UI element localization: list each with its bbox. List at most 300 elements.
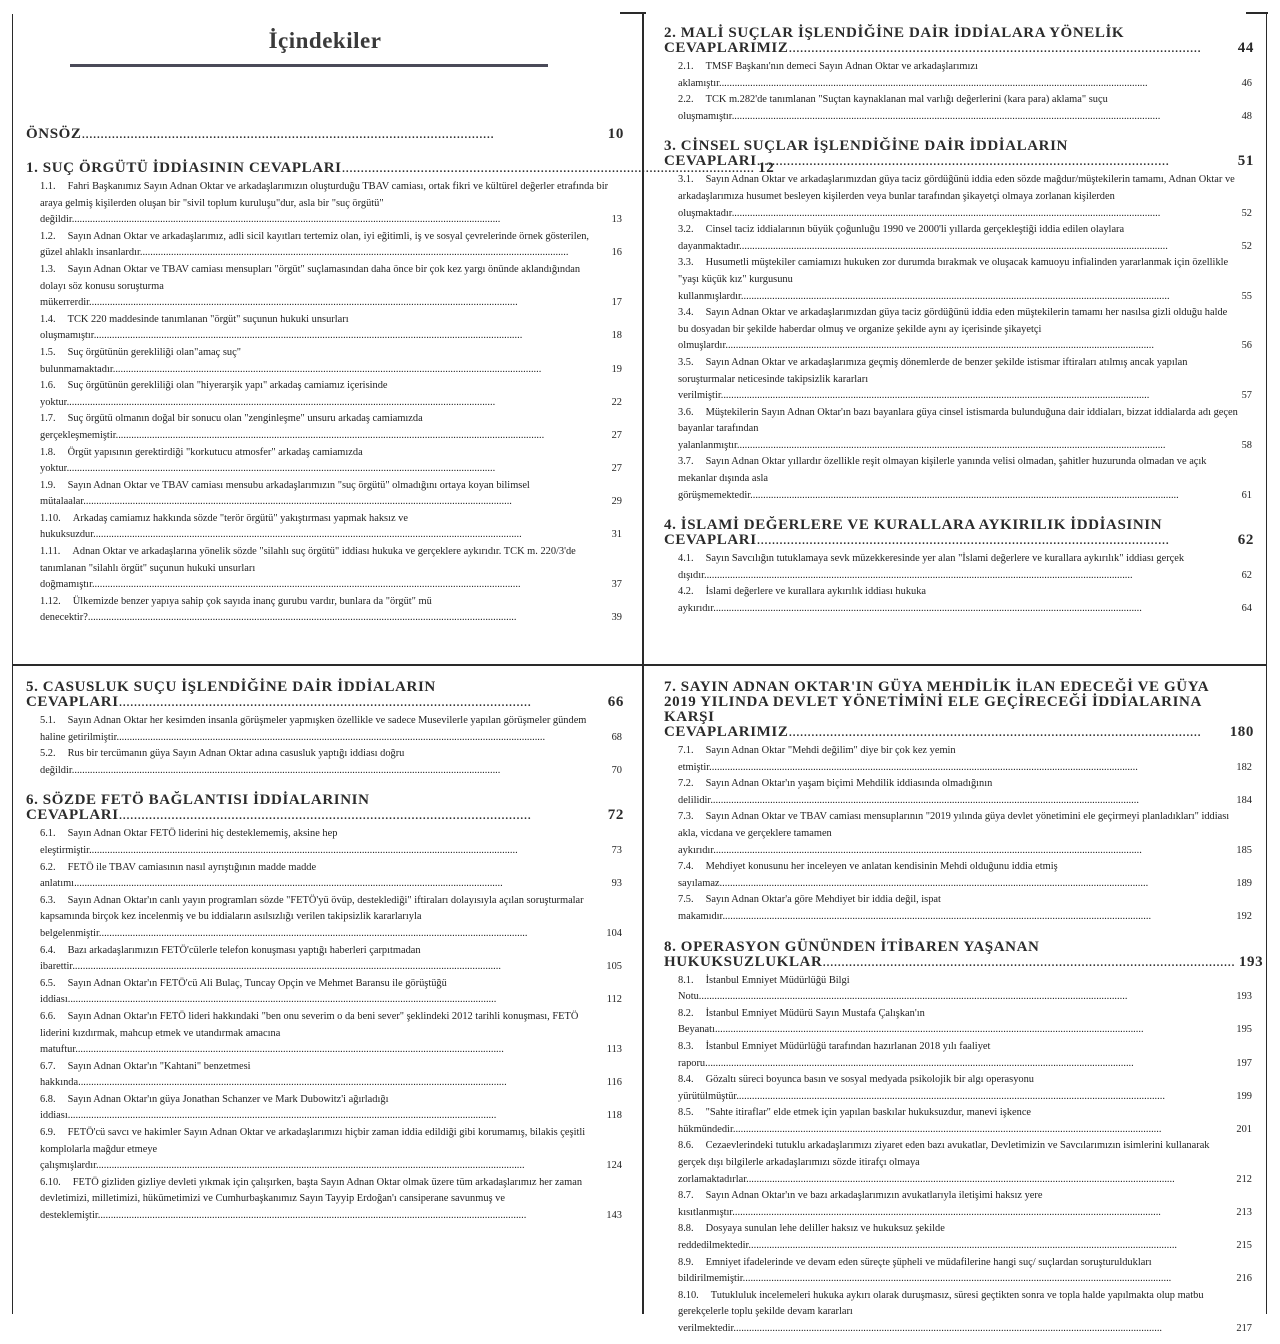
frame-corner-mark-left (620, 12, 646, 14)
toc-entry[interactable] (40, 1175, 622, 1225)
entry-number: 7.1. (678, 745, 694, 756)
toc-entry[interactable] (678, 892, 1252, 925)
chapter-title: 3. CİNSEL SUÇLAR İŞLENDİĞİNE DAİR İDDİALARIN CEVAPLARI (664, 138, 1068, 170)
entry-number: 2.1. (678, 61, 694, 72)
entry-number: 3.2. (678, 224, 694, 236)
toc-entry[interactable] (40, 943, 622, 976)
page-number: 112 (606, 994, 622, 1006)
dot-leader (99, 928, 528, 939)
entry-text: Bazı arkadaşlarımızın FETÖ'cülerle telefon konuşması yaptığı haberleri çarpıtmadan ibarettir (40, 944, 421, 973)
page-number: 143 (606, 1210, 622, 1222)
entry-number: 6.10. (40, 1176, 61, 1188)
entry-number: 7.3. (678, 811, 694, 823)
entry-text: Suç örgütü olmanın doğal bir sonucu olan "zenginleşme" unsuru arkadaş camiamızda gerçekleşmemiştir (40, 413, 423, 441)
dot-leader (715, 1024, 1144, 1035)
entry-number: 8.8. (678, 1223, 694, 1235)
toc-entry[interactable] (40, 1092, 622, 1125)
page-number: 104 (606, 927, 622, 939)
toc-entry[interactable] (40, 976, 622, 1009)
entry-text: Müştekilerin Sayın Adnan Oktar'ın bazı bayanlara güya cinsel istismarda bulunduğuna dair iddiaları, bizzat iddialarda adı geçen bayanlar tarafından yalanlanmıştır (678, 406, 1238, 451)
entry-number: 8.10. (678, 1289, 699, 1301)
entry-text: Sayın Savcılığın tutuklamaya sevk müzekkeresinde yer alan "İslami değerlere ve kurallara aykırılık" iddiası gerçek dışıdır (678, 553, 1185, 581)
dot-leader (699, 991, 1128, 1002)
entry-text: Sayın Adnan Oktar ve TBAV camiası mensupları "örgüt" suçlamasından daha önce bir çok kez yargı önünde aklandığından dolayı söz konusu soruşturma mükerrerdir (40, 263, 581, 309)
entry-number: 8.6. (678, 1140, 694, 1152)
toc-entry[interactable] (678, 1221, 1252, 1254)
toc-entry[interactable] (40, 179, 622, 229)
toc-entry[interactable] (678, 1255, 1252, 1288)
toc-entry[interactable] (678, 305, 1252, 355)
entry-number: 2.2. (678, 94, 694, 106)
toc-page-2 (660, 18, 1258, 660)
toc-entry[interactable] (678, 743, 1252, 776)
page-number: 10 (607, 126, 624, 142)
frame-middle-divider (12, 664, 1267, 666)
toc-entry[interactable] (678, 92, 1252, 125)
entry-number: 6.5. (40, 977, 56, 989)
entry-number: 8.9. (678, 1256, 694, 1268)
toc-entry[interactable] (678, 551, 1252, 584)
chapter-heading[interactable] (664, 938, 1264, 970)
entry-number: 3.6. (678, 406, 694, 418)
dot-leader (732, 1207, 1161, 1218)
page-number: 31 (611, 529, 622, 541)
dot-leader (720, 878, 1149, 889)
toc-entry[interactable] (40, 1009, 622, 1059)
entry-text: FETÖ'cü savcı ve hakimler Sayın Adnan Oktar ve arkadaşlarımızı hiçbir zaman iddia edildiği gibi korumamış, bilakis çeşitli komplolarla mağdur etmeye çalışmışlardır (40, 1127, 586, 1172)
dot-leader (757, 153, 1170, 169)
dot-leader (750, 490, 1179, 501)
page-number: 195 (1236, 1024, 1252, 1036)
toc-entry[interactable] (678, 405, 1252, 455)
entry-text: Cezaevlerindeki tutuklu arkadaşlarımızı ziyaret eden bazı avukatlar, Devletimizin ve Savcılarımızın isimlerini kullanarak gerçek dışı bilgilerle arkadaşlarımızı sözde itirafçı olmaya zorlamaktadırlar (678, 1140, 1210, 1185)
page-number: 113 (606, 1044, 622, 1056)
dot-leader (713, 845, 1142, 856)
entry-text: Sayın Adnan Oktar "Mehdi değilim" diye bir çok kez yemin etmiştir (678, 745, 956, 773)
dot-leader (739, 241, 1168, 252)
dot-leader (67, 463, 496, 474)
page-number: 216 (1236, 1273, 1252, 1285)
toc-entry[interactable] (40, 378, 622, 411)
chapter-heading[interactable] (664, 680, 1254, 740)
entry-text: TCK m.282'de tanımlanan "Suçtan kaynaklanan mal varlığı değerlerini (kara para) aklama" suçu oluşmamıştır (678, 94, 1108, 122)
entry-number: 1.7. (40, 413, 56, 425)
toc-entry[interactable] (40, 262, 622, 312)
toc-entry[interactable] (40, 746, 622, 779)
chapter-title: 8. OPERASYON GÜNÜNDEN İTİBAREN YAŞANAN HUKUKSUZLUKLAR (664, 938, 1040, 970)
chapter-title: 4. İSLAMİ DEĞERLERE VE KURALLARA AYKIRILIK İDDİASININ CEVAPLARI (664, 517, 1163, 549)
entry-text: Sayın Adnan Oktar'ın FETÖ'cü Ali Bulaç, Tuncay Opçin ve Mehmet Baransu ile görüştüğü iddiası (40, 977, 447, 1006)
toc-entry-list (678, 551, 1252, 617)
chapter-title: 7. SAYIN ADNAN OKTAR'IN GÜYA MEHDİLİK İLAN EDECEĞİ VE GÜYA 2019 YILINDA DEVLET YÖNETİMİNİ ELE GEÇİRECEĞİ İDDİALARINA KARŞI CEVAPLARIMIZ (664, 679, 1209, 740)
page-number: 185 (1236, 844, 1252, 856)
entry-number: 1.11. (40, 546, 61, 558)
entry-text: Sayın Adnan Oktar ve arkadaşlarımızdan güya taciz gördüğünü iddia eden sözde mağdur/müştekilerin tamamı, Adnan Oktar ve arkadaşlarımıza husumet besleyen kişilerden veya bunlar tarafından şikayetçi olmaya zorlanan kişilerden oluşmaktadır (678, 174, 1235, 219)
entry-number: 5.1. (40, 715, 56, 726)
page-number: 193 (1238, 953, 1264, 970)
page-number: 56 (1241, 340, 1252, 352)
page-number: 19 (611, 363, 622, 375)
entry-number: 5.2. (40, 748, 56, 760)
toc-entry[interactable] (678, 809, 1252, 859)
page-number: 184 (1236, 794, 1252, 806)
chapter-heading[interactable] (26, 680, 624, 710)
dot-leader (72, 765, 501, 776)
chapter-title: 5. CASUSLUK SUÇU İŞLENDİĞİNE DAİR İDDİALARIN CEVAPLARI (26, 679, 436, 710)
toc-entry[interactable] (678, 776, 1252, 809)
toc-entry[interactable] (678, 172, 1252, 222)
toc-entry-list (678, 59, 1252, 125)
entry-text: Sayın Adnan Oktar her kesimden insanla görüşmeler yapmışken özellikle ve sadece Musevilerle yapılan görüşmeler gündem haline getirilmiştir (40, 715, 587, 743)
dot-leader (704, 570, 1133, 581)
toc-entry[interactable] (40, 893, 622, 943)
toc-entry-list (40, 179, 622, 627)
entry-number: 8.1. (678, 974, 694, 986)
dot-leader (788, 724, 1201, 740)
dot-leader (748, 1240, 1177, 1251)
entry-text: Sayın Adnan Oktar ve TBAV camiası mensuplarının "2019 yılında güya devlet yönetimini ele geçirmeyi planladıkları" iddiası akla, vicdana ve gerçeklere tamamen aykırıdır (678, 811, 1230, 856)
page-number: 37 (611, 579, 622, 591)
page-number: 182 (1236, 761, 1252, 773)
entry-number: 6.9. (40, 1127, 56, 1139)
spacer (22, 67, 628, 119)
dot-leader (72, 214, 501, 225)
page-number: 64 (1241, 603, 1252, 615)
dot-leader (74, 878, 503, 889)
dot-leader (89, 845, 518, 856)
toc-entry-list (678, 172, 1252, 504)
entry-text: Husumetli müştekiler camiamızı hukuken zor durumda bırakmak ve oluşacak kamuoyu infialinden yararlanmak için özellikle "yaşı küçük kız" kurgusunu kullanmışlardır (678, 257, 1229, 302)
dot-leader (93, 529, 522, 540)
page-number: 61 (1241, 489, 1252, 501)
entry-number: 1.4. (40, 313, 56, 325)
page-number: 116 (606, 1077, 622, 1089)
dot-leader (94, 330, 523, 341)
page-number: 192 (1236, 910, 1252, 922)
page-number: 72 (607, 807, 624, 824)
toc-entry-list (40, 713, 622, 779)
toc-entry[interactable] (678, 1105, 1252, 1138)
toc-entry-list (678, 973, 1252, 1338)
toc-entry-list (678, 743, 1252, 926)
dot-leader (116, 430, 545, 441)
toc-entry[interactable] (678, 454, 1252, 504)
entry-text: Sayın Adnan Oktar'ın yaşam biçimi Mehdilik iddiasında olmadığının delilidir (678, 778, 993, 806)
entry-number: 6.8. (40, 1093, 56, 1105)
dot-leader (743, 1273, 1172, 1284)
toc-entry-onsoz[interactable] (26, 127, 624, 142)
chapter-title: ÖNSÖZ (26, 126, 82, 142)
page-number: 199 (1236, 1090, 1252, 1102)
entry-number: 1.1. (40, 181, 56, 192)
entry-text: İslami değerlere ve kurallara aykırılık iddiası hukuka aykırıdır (678, 586, 927, 615)
toc-entry[interactable] (678, 1039, 1252, 1072)
dot-leader (736, 1091, 1165, 1102)
toc-entry[interactable] (40, 345, 622, 378)
toc-entry[interactable] (40, 411, 622, 444)
entry-text: Arkadaş camiamız hakkında sözde "terör örgütü" yakıştırması yapmak haksız ve hukuksuzdur (40, 512, 408, 541)
dot-leader (733, 1124, 1162, 1135)
dot-leader (705, 1058, 1134, 1069)
entry-text: Sayın Adnan Oktar FETÖ liderini hiç desteklememiş, aksine hep eleştirmiştir (40, 828, 338, 856)
dot-leader (119, 694, 532, 710)
entry-number: 3.5. (678, 356, 694, 368)
entry-text: Ülkemizde benzer yapıya sahip çok sayıda inanç gurubu vardır, bunlara da "örgüt" mü denecektir? (40, 595, 432, 624)
dot-leader (757, 532, 1170, 548)
dot-leader (98, 1210, 527, 1221)
page-number: 73 (611, 844, 622, 856)
dot-leader (710, 795, 1139, 806)
toc-entry[interactable] (40, 826, 622, 859)
dot-leader (88, 612, 517, 623)
entry-number: 8.3. (678, 1040, 694, 1052)
page-number: 55 (1241, 290, 1252, 302)
dot-leader (68, 994, 497, 1005)
dot-leader (96, 1160, 525, 1171)
toc-entry[interactable] (40, 312, 622, 345)
entry-number: 6.1. (40, 828, 56, 840)
page-number: 105 (606, 961, 622, 973)
chapter-heading[interactable] (26, 160, 775, 176)
entry-text: Sayın Adnan Oktar'a göre Mehdiyet bir iddia değil, ispat makamıdır (678, 894, 941, 922)
toc-entry[interactable] (678, 1188, 1252, 1221)
page-number: 124 (606, 1160, 622, 1172)
dot-leader (89, 297, 518, 308)
toc-heading: İçindekiler (268, 28, 382, 53)
entry-text: Sayın Adnan Oktar ve arkadaşlarımızdan güya taciz gördüğünü iddia eden müştekilerin tamamı her nasılsa gizli olduğu halde bu dosyadan bir şekilde haberdar olmuş ve organize şekilde aynı ay içerisinde şikayetçi olmuşlardır (678, 307, 1228, 352)
toc-page-4 (660, 672, 1264, 1334)
dot-leader (119, 807, 532, 823)
page-number: 29 (611, 496, 622, 508)
entry-number: 6.6. (40, 1010, 56, 1022)
page-number: 44 (1237, 40, 1254, 56)
toc-entry[interactable] (678, 973, 1252, 1006)
dot-leader (732, 208, 1161, 219)
toc-entry[interactable] (40, 713, 622, 746)
page-number: 18 (611, 330, 622, 342)
toc-entry[interactable] (678, 859, 1252, 892)
page-number: 13 (611, 214, 622, 226)
dot-leader (709, 762, 1138, 773)
entry-text: Rus bir tercümanın güya Sayın Adnan Oktar adına casusluk yaptığı iddiası doğru değildir (40, 748, 405, 776)
dot-leader (725, 340, 1154, 351)
page-number: 66 (607, 694, 624, 710)
chapter-heading[interactable] (664, 139, 1254, 169)
entry-text: Sayın Adnan Oktar'ın ve bazı arkadaşlarımızın avukatlarıyla iletişimi haksız yere kısıtlanmıştır (678, 1190, 1043, 1218)
toc-entry[interactable] (40, 594, 622, 627)
entry-text: Suç örgütünün gerekliliği olan "hiyerarşik yapı" arkadaş camiamız içerisinde yoktur (40, 380, 388, 408)
entry-number: 1.9. (40, 479, 56, 491)
entry-text: İstanbul Emniyet Müdürü Sayın Mustafa Çalışkan'ın Beyanatı (678, 1007, 925, 1036)
page-number: 118 (606, 1110, 622, 1122)
toc-entry[interactable] (40, 1059, 622, 1092)
dot-leader (78, 1077, 507, 1088)
entry-text: Sayın Adnan Oktar'ın FETÖ lideri hakkındaki "ben onu severim o da beni sever" şeklindeki 2012 tarihli konuşması, FETÖ liderini kızdırmak, mahcup etmek ve utandırmak amacına matuftur (40, 1010, 579, 1056)
entry-text: İstanbul Emniyet Müdürlüğü tarafından hazırlanan 2018 yılı faaliyet raporu (678, 1040, 991, 1069)
dot-leader (732, 111, 1161, 122)
toc-entry[interactable] (40, 445, 622, 478)
toc-entry[interactable] (678, 59, 1252, 92)
entry-number: 6.4. (40, 944, 56, 956)
toc-entry[interactable] (678, 222, 1252, 255)
toc-entry[interactable] (40, 1125, 622, 1175)
entry-text: Adnan Oktar ve arkadaşlarına yönelik sözde "silahlı suç örgütü" iddiası hukuka ve gerçeklere aykırıdır. TCK m. 220/3'de tanımlanan "silahlı örgüt" suçunun hukuki unsurları doğmamıştır (40, 546, 576, 591)
page-number: 197 (1236, 1057, 1252, 1069)
page-number: 12 (758, 160, 775, 176)
toc-entry[interactable] (678, 255, 1252, 305)
dot-leader (741, 291, 1170, 302)
page-number: 180 (1229, 724, 1254, 740)
page-number: 22 (611, 396, 622, 408)
page-number: 16 (611, 247, 622, 259)
entry-number: 4.2. (678, 586, 694, 598)
toc-entry[interactable] (40, 860, 622, 893)
entry-number: 6.7. (40, 1060, 56, 1072)
entry-number: 1.8. (40, 446, 56, 458)
page-number: 189 (1236, 877, 1252, 889)
dot-leader (822, 954, 1235, 970)
toc-page-3 (22, 672, 628, 1312)
dot-leader (737, 440, 1166, 451)
entry-number: 7.2. (678, 778, 694, 790)
entry-number: 3.3. (678, 257, 694, 269)
page-number: 201 (1236, 1123, 1252, 1135)
page-number: 52 (1241, 240, 1252, 252)
entry-number: 8.4. (678, 1074, 694, 1086)
toc-entry[interactable] (678, 355, 1252, 405)
chapter-title: 6. SÖZDE FETÖ BAĞLANTISI İDDİALARININ CEVAPLARI (26, 792, 370, 824)
entry-number: 7.5. (678, 894, 694, 906)
toc-entry[interactable] (40, 511, 622, 544)
chapter-title: 2. MALİ SUÇLAR İŞLENDİĞİNE DAİR İDDİALARA YÖNELİK CEVAPLARIMIZ (664, 25, 1125, 56)
entry-text: Sayın Adnan Oktar ve TBAV camiası mensubu arkadaşlarımızın "suç örgütü" olmadığını ortaya koyan bilimsel mütalaalar (40, 479, 530, 508)
entry-text: FETÖ gizliden gizliye devleti yıkmak için çalışırken, başta Sayın Adnan Oktar olmak üzere tüm arkadaşlarımız her zaman devletimizi, milletimizi, hükümetimizi ve Cumhurbaşkanımız Sayın Tayyip Erdoğan'ı cansiperane savunmuş ve desteklemiştir (40, 1176, 583, 1222)
entry-text: Sayın Adnan Oktar ve arkadaşlarımıza geçmiş dönemlerde de benzer şekilde istismar iftiraları atılmış ancak yapılan soruşturmalar neticesinde takipsizlik kararları verilmiştir (678, 356, 1188, 402)
entry-number: 8.5. (678, 1107, 694, 1119)
entry-text: Tutukluluk incelemeleri hukuka aykırı olarak duruşmasız, süresi geçtikten sonra ve topla halde yapılmakta olup matbu gerekçelerle toplu şekilde devam kararları verilmektedir (678, 1289, 1204, 1334)
page-number: 27 (611, 429, 622, 441)
entry-text: Sayın Adnan Oktar yıllardır özellikle reşit olmayan kişilerle yanında velisi olmadan, şahitler huzurunda olmadan ve açık mekanlar dışında asla görüşmemektedir (678, 456, 1207, 501)
page-number: 213 (1236, 1206, 1252, 1218)
entry-number: 1.2. (40, 230, 56, 242)
entry-text: TMSF Başkanı'nın demeci Sayın Adnan Oktar ve arkadaşlarımızı aklamıştır (678, 61, 978, 89)
toc-entry[interactable] (40, 229, 622, 262)
entry-text: Fahri Başkanımız Sayın Adnan Oktar ve arkadaşlarımızın oluşturduğu TBAV camiası, ortak fikri ve kültürel değerler etrafında bir araya gelmiş kişilerden oluşan bir "sivil toplum kuruluşu"dur, asla bir "suç örgütü" değildir (40, 181, 609, 226)
toc-entry[interactable] (678, 1288, 1252, 1338)
dot-leader (75, 1044, 504, 1055)
dot-leader (733, 1323, 1162, 1334)
dot-leader (113, 364, 542, 375)
page-number: 58 (1241, 439, 1252, 451)
toc-entry[interactable] (40, 544, 622, 594)
dot-leader (67, 397, 496, 408)
chapter-heading[interactable] (664, 518, 1254, 548)
page-number: 51 (1237, 153, 1254, 170)
entry-text: Sayın Adnan Oktar'ın "Kahtani" benzetmesi hakkında (40, 1060, 251, 1089)
toc-entry[interactable] (40, 478, 622, 511)
frame-corner-mark-right (1246, 12, 1268, 14)
dot-leader (72, 961, 501, 972)
page-number: 27 (611, 463, 622, 475)
dot-leader (788, 40, 1201, 56)
page-number: 57 (1241, 390, 1252, 402)
entry-number: 1.3. (40, 263, 56, 275)
chapter-heading[interactable] (26, 793, 624, 823)
dot-leader (713, 603, 1142, 614)
entry-number: 3.4. (678, 307, 694, 319)
entry-number: 7.4. (678, 861, 694, 873)
page-number: 52 (1241, 207, 1252, 219)
entry-number: 1.12. (40, 595, 61, 607)
dot-leader (68, 1110, 497, 1121)
page-number: 70 (611, 764, 622, 776)
entry-text: Sayın Adnan Oktar'ın canlı yayın programları sözde "FETÖ'yü övüp, desteklediği" iftiraları dolayısıyla açılan soruşturmalar kapsamında birçok kez incelenmiş ve bu iddiaların asılsızlığı verilen takipsizlik kararlarıyla belgelenmiştir (40, 894, 584, 939)
entry-text: TCK 220 maddesinde tanımlanan "örgüt" suçunun hukuki unsurları oluşmamıştır (40, 313, 349, 342)
toc-entry[interactable] (678, 584, 1252, 617)
entry-text: Emniyet ifadelerinde ve devam eden süreçte şüpheli ve müdafilerine hangi suç/ suçlardan soruşturuldukları bildirilmemiştir (678, 1256, 1152, 1285)
entry-text: İstanbul Emniyet Müdürlüğü Bilgi Notu (678, 974, 850, 1003)
entry-number: 4.1. (678, 553, 694, 565)
dot-leader (140, 247, 569, 258)
entry-text: Dosyaya sunulan lehe deliller haksız ve hukuksuz şekilde reddedilmektedir (678, 1223, 945, 1252)
toc-entry-list (40, 826, 622, 1224)
page-number: 62 (1237, 532, 1254, 549)
entry-text: "Sahte itiraflar" elde etmek için yapılan baskılar hukuksuzdur, manevi işkence hükmündedir (678, 1107, 1032, 1135)
entry-number: 3.1. (678, 174, 694, 186)
entry-number: 6.2. (40, 861, 56, 873)
entry-text: Gözaltı süreci boyunca basın ve sosyal medyada psikolojik bir algı operasyonu yürütülmüştür (678, 1074, 1034, 1102)
page-number: 215 (1236, 1240, 1252, 1252)
entry-number: 8.7. (678, 1190, 694, 1202)
entry-number: 1.10. (40, 512, 61, 524)
entry-text: Mehdiyet konusunu her inceleyen ve anlatan kendisinin Mehdi olduğunu iddia etmiş sayılamaz (678, 861, 1058, 889)
entry-text: Sayın Adnan Oktar ve arkadaşlarımız, adli sicil kayıtları tertemiz olan, iyi eğitimli, iş ve sosyal çevrelerinde örnek gösterilen, güzel ahlaklı insanlardır (40, 230, 589, 259)
entry-number: 8.2. (678, 1007, 694, 1019)
page-number: 217 (1236, 1323, 1252, 1334)
toc-entry[interactable] (678, 1072, 1252, 1105)
entry-number: 1.6. (40, 380, 56, 392)
entry-number: 6.3. (40, 894, 56, 906)
dot-leader (83, 496, 512, 507)
entry-text: Suç örgütünün gerekliliği olan"amaç suç" bulunmamaktadır (40, 346, 241, 375)
entry-text: FETÖ ile TBAV camiasının nasıl ayrıştığının madde madde anlatımı (40, 861, 317, 890)
dot-leader (746, 1174, 1175, 1185)
entry-text: Sayın Adnan Oktar'ın güya Jonathan Schanzer ve Mark Dubowitz'i ağırladığı iddiası (40, 1093, 389, 1122)
entry-number: 1.5. (40, 346, 56, 358)
dot-leader (719, 78, 1148, 89)
page-number: 48 (1241, 110, 1252, 122)
page-number: 46 (1241, 77, 1252, 89)
toc-entry[interactable] (678, 1006, 1252, 1039)
entry-number: 3.7. (678, 456, 694, 468)
page-number: 17 (611, 297, 622, 309)
page-number: 39 (611, 612, 622, 624)
page-number: 68 (611, 731, 622, 743)
toc-entry[interactable] (678, 1138, 1252, 1188)
chapter-title: 1. SUÇ ÖRGÜTÜ İDDİASININ CEVAPLARI (26, 160, 342, 176)
entry-text: Cinsel taciz iddialarının büyük çoğunluğu 1990 ve 2000'li yıllarda gerçekleştiği iddia edilen olaylara dayanmaktadır (678, 224, 1125, 252)
dot-leader (92, 579, 521, 590)
dot-leader (116, 732, 545, 743)
page-number: 212 (1236, 1173, 1252, 1185)
entry-text: Örgüt yapısının gerektirdiği "korkutucu atmosfer" arkadaş camiamızda yoktur (40, 446, 363, 475)
dot-leader (722, 911, 1151, 922)
chapter-heading[interactable] (664, 26, 1254, 56)
page-number: 62 (1241, 569, 1252, 581)
page-number: 193 (1236, 991, 1252, 1003)
page-number: 93 (611, 878, 622, 890)
dot-leader (721, 390, 1150, 401)
